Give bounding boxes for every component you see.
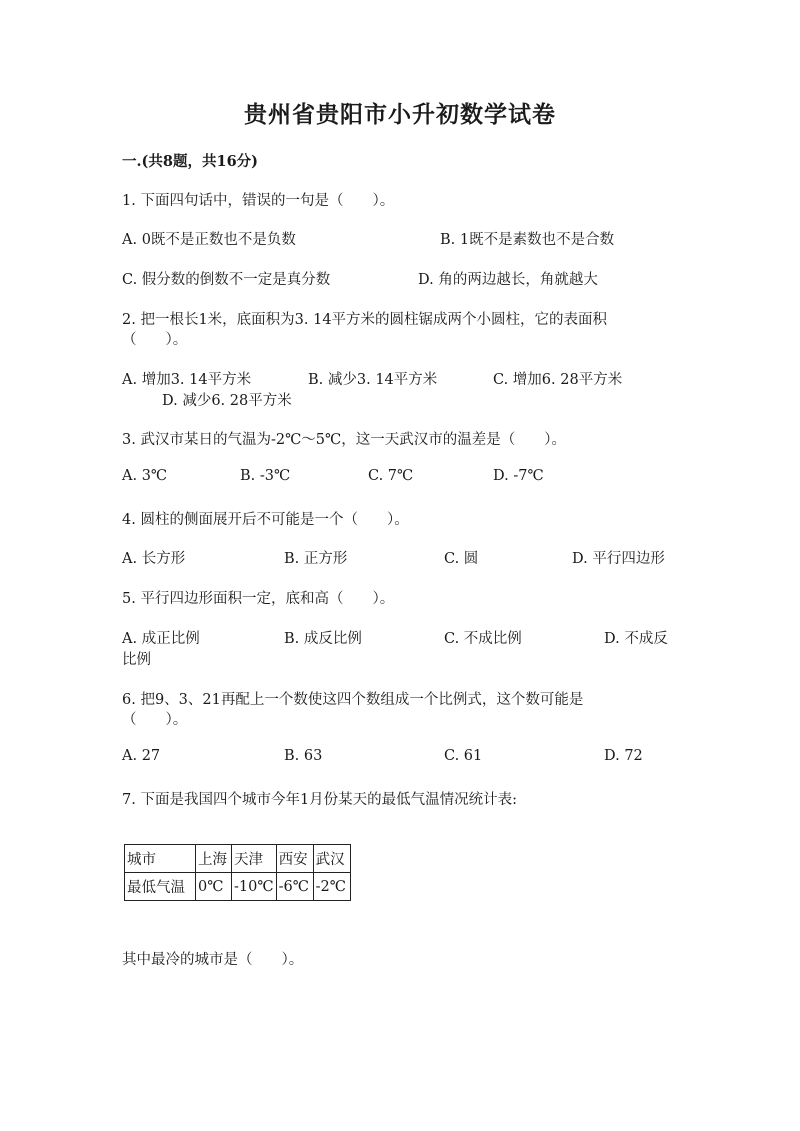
q7-question: 其中最冷的城市是（ ）。 [122,952,304,968]
q5-stem: 5. 平行四边形面积一定，底和高（ ）。 [122,591,395,607]
q6-option-a: A. 27 [122,748,161,764]
q6-stem-line1: 6. 把9、3、21再配上一个数使这四个数组成一个比例式，这个数可能是 [122,692,584,708]
table-cell: 最低气温 [125,873,196,901]
table-cell: -6℃ [276,873,313,901]
q3-option-d: D. -7℃ [493,468,544,484]
q3-option-a: A. 3℃ [122,468,168,484]
table-header-row [125,845,351,873]
q1-stem: 1. 下面四句话中，错误的一句是（ ）。 [122,193,395,209]
table-cell: 城市 [125,845,196,873]
q6-option-d: D. 72 [604,748,643,764]
q5-option-d-line1: D. 不成反 [604,631,668,647]
table-cell: -2℃ [313,873,350,901]
table-row [125,873,351,901]
q5-option-a: A. 成正比例 [122,631,200,647]
q2-option-c: C. 增加6. 28平方米 [493,372,623,388]
q6-stem-line2: （ ）。 [122,712,188,728]
table-cell: 上海 [196,845,232,873]
section-heading: 一.(共8题，共16分) [122,153,259,170]
temperature-table [124,844,351,901]
q1-option-c: C. 假分数的倒数不一定是真分数 [122,272,331,288]
exam-title: 贵州省贵阳市小升初数学试卷 [244,101,556,128]
q6-option-b: B. 63 [284,748,323,764]
q4-stem: 4. 圆柱的侧面展开后不可能是一个（ ）。 [122,512,409,528]
q2-option-b: B. 减少3. 14平方米 [308,372,438,388]
q3-option-c: C. 7℃ [368,468,414,484]
table-cell: -10℃ [232,873,277,901]
q2-stem-line2: （ ）。 [122,332,188,348]
q2-option-a: A. 增加3. 14平方米 [122,372,252,388]
q1-option-a: A. 0既不是正数也不是负数 [122,232,296,248]
q5-option-b: B. 成反比例 [284,631,362,647]
q6-option-c: C. 61 [444,748,483,764]
q4-option-c: C. 圆 [444,551,479,567]
q5-option-d-line2: 比例 [122,652,151,668]
table-cell: 0℃ [196,873,232,901]
q3-stem: 3. 武汉市某日的气温为-2℃～5℃，这一天武汉市的温差是（ ）。 [122,432,566,448]
q3-option-b: B. -3℃ [240,468,291,484]
table-cell: 武汉 [313,845,350,873]
q2-option-d: D. 减少6. 28平方米 [162,393,292,409]
q1-option-d: D. 角的两边越长，角就越大 [418,272,598,288]
q7-stem: 7. 下面是我国四个城市今年1月份某天的最低气温情况统计表: [122,792,518,808]
q1-option-b: B. 1既不是素数也不是合数 [440,232,615,248]
q4-option-d: D. 平行四边形 [572,551,665,567]
q4-option-b: B. 正方形 [284,551,348,567]
q4-option-a: A. 长方形 [122,551,186,567]
table-cell: 西安 [276,845,313,873]
q2-stem-line1: 2. 把一根长1米，底面积为3. 14平方米的圆柱锯成两个小圆柱，它的表面积 [122,312,608,328]
q5-option-c: C. 不成比例 [444,631,522,647]
table-cell: 天津 [232,845,277,873]
